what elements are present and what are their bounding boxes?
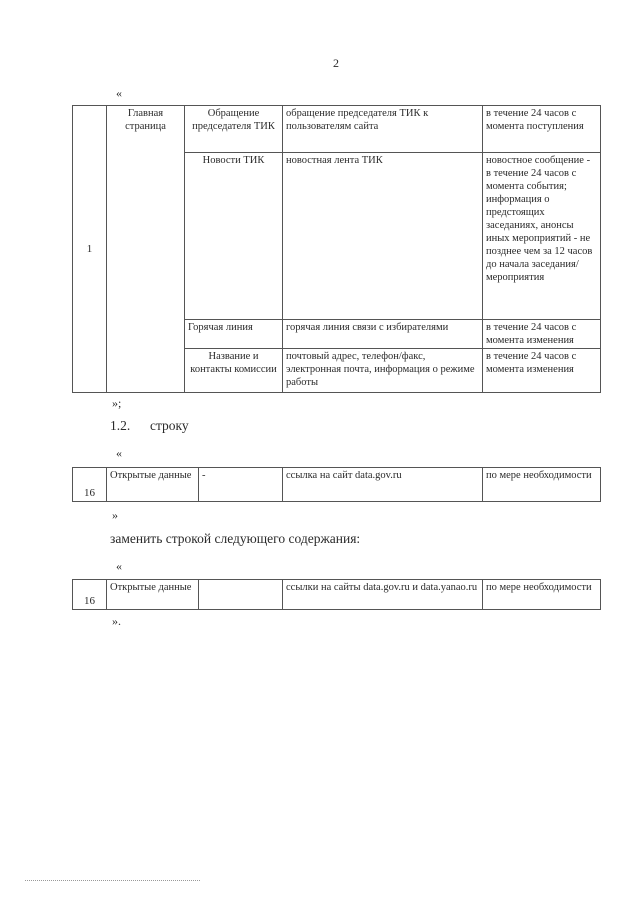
item-deadline: по мере необходимости bbox=[483, 468, 601, 502]
paragraph-number: 1.2. bbox=[110, 418, 131, 433]
footer-divider bbox=[25, 880, 200, 881]
item-content: ссылка на сайт data.gov.ru bbox=[283, 468, 483, 502]
paragraph-text: строку bbox=[150, 418, 189, 433]
item-deadline: по мере необходимости bbox=[483, 580, 601, 610]
item-deadline: в течение 24 часов с момента изменения bbox=[483, 320, 601, 349]
open-quote-2: « bbox=[116, 446, 122, 460]
row-number: 1 bbox=[73, 106, 107, 393]
close-quote-3: ». bbox=[112, 614, 121, 628]
old-row-table bbox=[72, 467, 601, 502]
item-content: почтовый адрес, телефон/факс, электронная почта, информация о режиме работы bbox=[283, 349, 483, 393]
section-name: Открытые данные bbox=[107, 580, 199, 610]
row-number: 16 bbox=[73, 468, 107, 502]
new-row-table bbox=[72, 579, 601, 610]
item-name: Название и контакты комиссии bbox=[185, 349, 283, 393]
item-content: горячая линия связи с избирателями bbox=[283, 320, 483, 349]
table-row bbox=[73, 580, 601, 610]
item-content: обращение председателя ТИК к пользователям сайта bbox=[283, 106, 483, 153]
item-content: новостная лента ТИК bbox=[283, 153, 483, 320]
page-number: 2 bbox=[333, 56, 339, 70]
item-deadline: новостное сообщение - в течение 24 часов с момента события; информация о предстоящих заседаниях, анонсы иных мероприятий - не позднее чем за 12 часов до начала заседания/мероприятия bbox=[483, 153, 601, 320]
close-quote-1: »; bbox=[112, 396, 122, 410]
row-number: 16 bbox=[73, 580, 107, 610]
item-name: Горячая линия bbox=[185, 320, 283, 349]
item-name bbox=[199, 580, 283, 610]
table-row bbox=[73, 106, 601, 153]
open-quote-1: « bbox=[116, 86, 122, 100]
section-name: Главная страница bbox=[107, 106, 185, 393]
item-deadline: в течение 24 часов с момента изменения bbox=[483, 349, 601, 393]
section-name: Открытые данные bbox=[107, 468, 199, 502]
replace-instruction: заменить строкой следующего содержания: bbox=[110, 531, 361, 546]
main-page-table bbox=[72, 105, 601, 393]
item-name: Обращение председателя ТИК bbox=[185, 106, 283, 153]
table-row bbox=[73, 468, 601, 502]
item-name: Новости ТИК bbox=[185, 153, 283, 320]
item-content: ссылки на сайты data.gov.ru и data.yanao.ru bbox=[283, 580, 483, 610]
open-quote-3: « bbox=[116, 559, 122, 573]
item-name: - bbox=[199, 468, 283, 502]
item-deadline: в течение 24 часов с момента поступления bbox=[483, 106, 601, 153]
close-quote-2: » bbox=[112, 508, 118, 522]
